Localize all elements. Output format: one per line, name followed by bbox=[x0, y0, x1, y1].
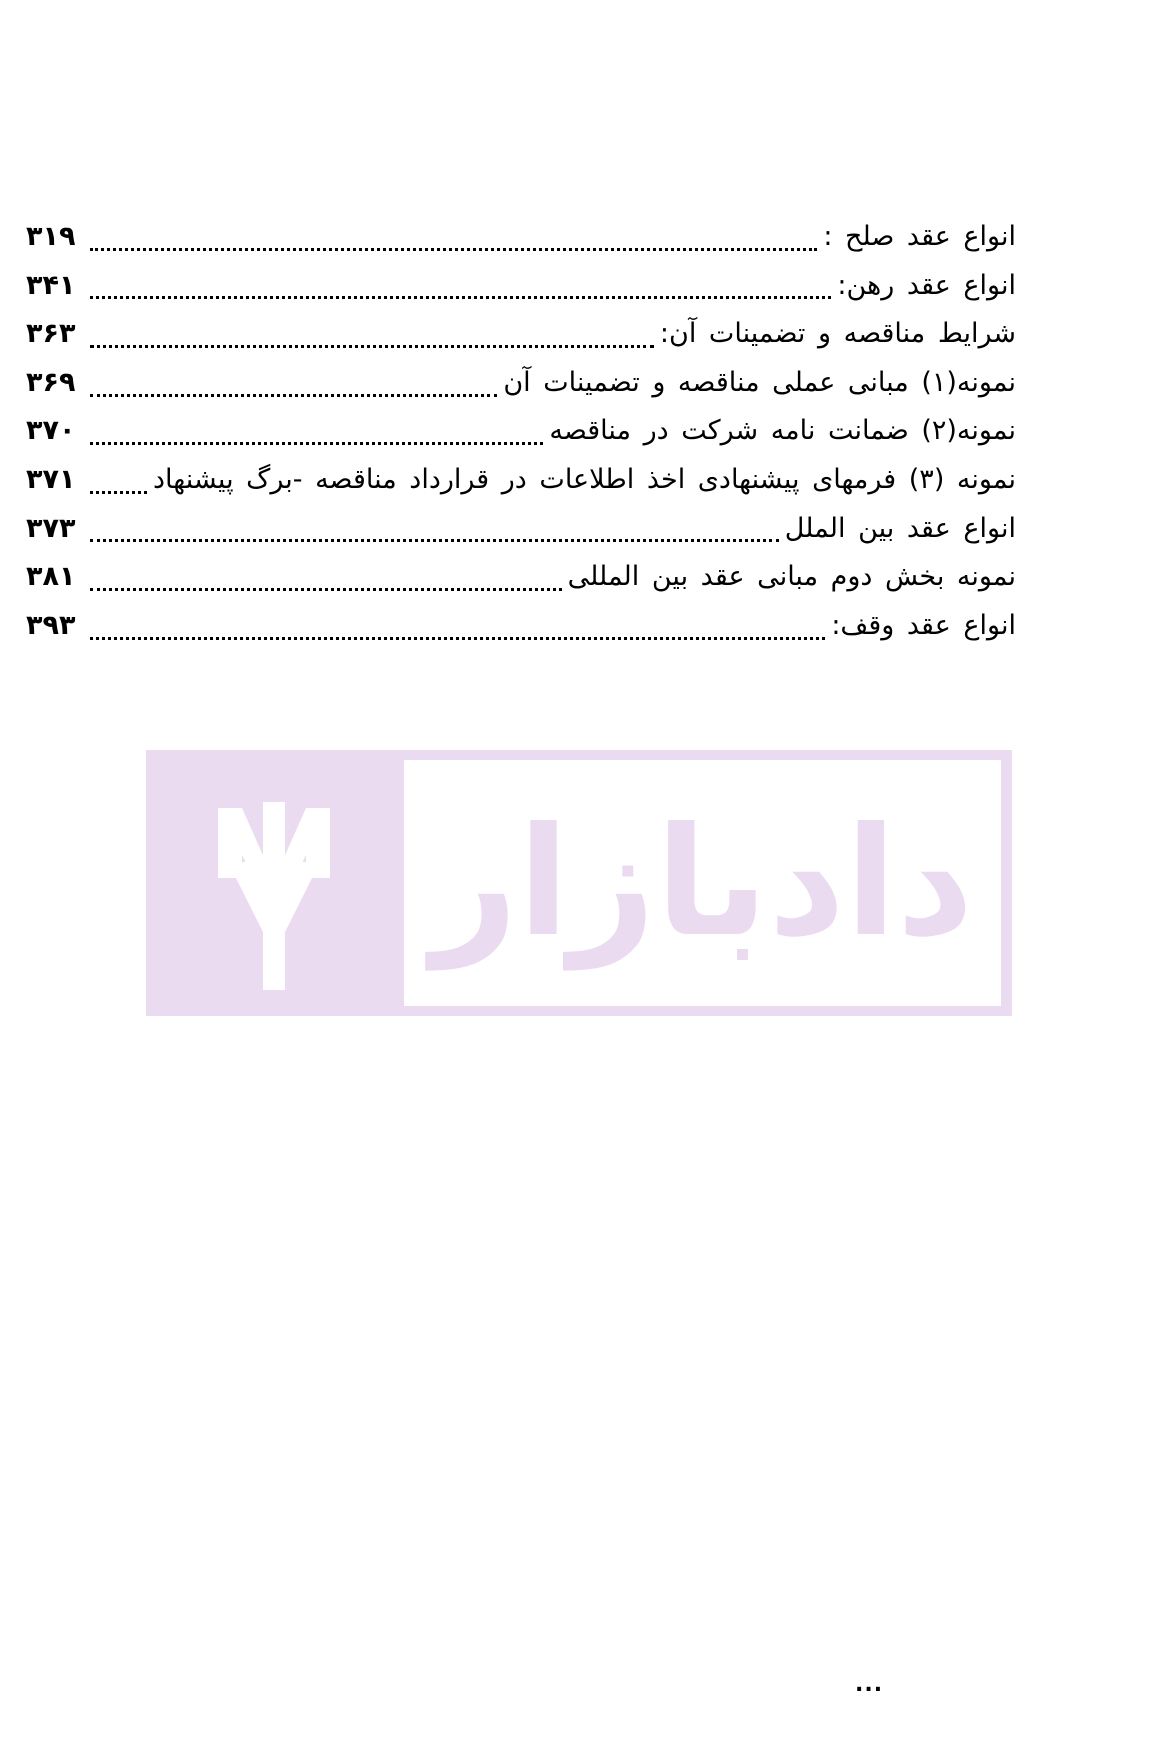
toc-entry-title: شرایط مناقصه و تضمینات آن: bbox=[659, 318, 1016, 350]
toc-entry bbox=[26, 505, 1016, 554]
toc-entry bbox=[26, 310, 1016, 359]
toc-entry-title: انواع عقد صلح : bbox=[823, 221, 1016, 252]
toc-entry-title: نمونه(۲) ضمانت نامه شرکت در مناقصه bbox=[549, 415, 1016, 447]
toc-entry-title: انواع عقد بین الملل bbox=[784, 512, 1016, 544]
watermark-text-panel bbox=[404, 760, 1001, 1006]
toc-entry bbox=[26, 407, 1016, 456]
toc-leader-dots bbox=[90, 539, 779, 542]
toc-leader-dots bbox=[90, 637, 825, 640]
toc-entry-page: ۳۸۱ bbox=[26, 561, 76, 593]
toc-entry-title: انواع عقد وقف: bbox=[831, 609, 1016, 641]
toc-entry-page: ۳۹۳ bbox=[26, 609, 76, 641]
toc-leader-dots bbox=[90, 394, 497, 397]
toc-entry-title: نمونه(۱) مبانی عملی مناقصه و تضمینات آن bbox=[503, 366, 1016, 398]
toc-entry bbox=[26, 456, 1016, 505]
toc-entry-title: نمونه بخش دوم مبانی عقد بین المللی bbox=[567, 561, 1016, 593]
toc-entry-page: ۳۶۳ bbox=[26, 318, 76, 350]
toc-leader-dots bbox=[90, 248, 817, 251]
toc-entry-page: ۳۴۱ bbox=[26, 269, 76, 301]
toc-leader-dots bbox=[90, 345, 654, 348]
watermark-brand-text: دادبازار bbox=[431, 796, 974, 970]
toc-entry-title: انواع عقد رهن: bbox=[837, 269, 1016, 301]
toc-entry-page: ۳۱۹ bbox=[26, 221, 76, 252]
toc-entry bbox=[26, 213, 1016, 262]
watermark-emblem-icon bbox=[146, 750, 401, 1016]
footer-ellipsis: ... bbox=[855, 1672, 884, 1697]
toc-entry-page: ۳۶۹ bbox=[26, 366, 76, 398]
toc-entry bbox=[26, 262, 1016, 311]
toc-leader-dots bbox=[90, 491, 147, 494]
toc-entry-page: ۳۷۱ bbox=[26, 463, 76, 495]
toc-entry bbox=[26, 602, 1016, 651]
toc-leader-dots bbox=[90, 296, 831, 299]
toc-entry-page: ۳۷۰ bbox=[26, 415, 76, 447]
toc-entry bbox=[26, 359, 1016, 408]
toc-entry bbox=[26, 553, 1016, 602]
watermark-logo bbox=[146, 750, 1012, 1016]
toc-leader-dots bbox=[90, 442, 543, 445]
table-of-contents bbox=[26, 213, 1016, 650]
toc-entry-title: نمونه (۳) فرمهای پیشنهادی اخذ اطلاعات در قرارداد مناقصه -برگ پیشنهاد bbox=[153, 463, 1016, 495]
toc-leader-dots bbox=[90, 588, 562, 591]
toc-entry-page: ۳۷۳ bbox=[26, 512, 76, 544]
